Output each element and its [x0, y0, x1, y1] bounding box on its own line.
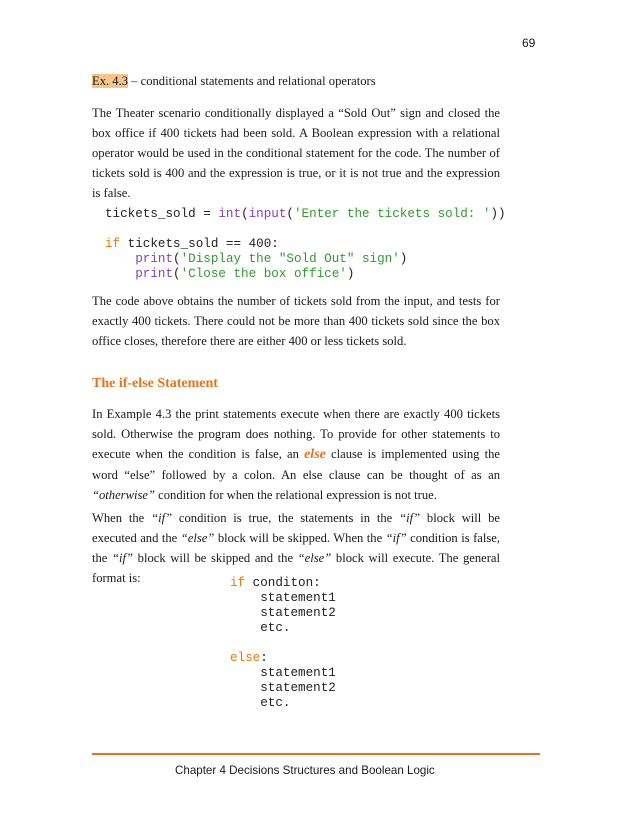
paragraph-if-else-behavior: When the “if” condition is true, the statements in the “if” block will be executed and the “else” block will be skipped. When the “if” condition is false, the “if” block will be skipped and the “else” block will execute. The general format is: [92, 511, 500, 585]
example-title: – conditional statements and relational operators [128, 74, 376, 88]
example-heading [92, 72, 376, 90]
code-line-1: tickets_sold = int(input('Enter the tickets sold: ')) [105, 207, 506, 221]
paragraph-code-explanation: The code above obtains the number of tickets sold from the input, and tests for exactly 400 tickets. There could not be more than 400 tickets sold since the box office closes, therefore there are either 400 or less tickets sold. [92, 294, 500, 348]
paragraph-theater-scenario: The Theater scenario conditionally displayed a “Sold Out” sign and closed the box office if 400 tickets had been sold. A Boolean expression with a relational operator would be used in the conditional statement for the code. The number of tickets sold is 400 and the expression is true, or it is not true and the expression is false. [92, 106, 500, 200]
page-number: 69 [522, 36, 536, 50]
paragraph-else-intro: In Example 4.3 the print statements execute when there are exactly 400 tickets sold. Otherwise the program does nothing. To provide for other statements to execute when the condition is false, an else clause is implemented using the word “else” followed by a colon. An else clause can be thought of as an “otherwise” condition for when the relational expression is not true. [92, 407, 500, 502]
code-line-3: print('Display the "Sold Out" sign') [135, 252, 408, 266]
example-label: Ex. 4.3 [92, 74, 129, 88]
code-block-tickets [105, 207, 506, 282]
footer-chapter-title: Chapter 4 Decisions Structures and Boolean Logic [175, 764, 435, 777]
code-block-general-format: if conditon: statement1 statement2 etc. else: statement1 statement2 etc. [230, 576, 336, 710]
section-heading: The if-else Statement [92, 376, 218, 391]
else-keyword-emphasis: else [304, 447, 326, 462]
code-line-4: print('Close the box office') [135, 267, 355, 281]
footer-rule [92, 753, 540, 755]
code-line-2: if tickets_sold == 400: [105, 237, 279, 251]
